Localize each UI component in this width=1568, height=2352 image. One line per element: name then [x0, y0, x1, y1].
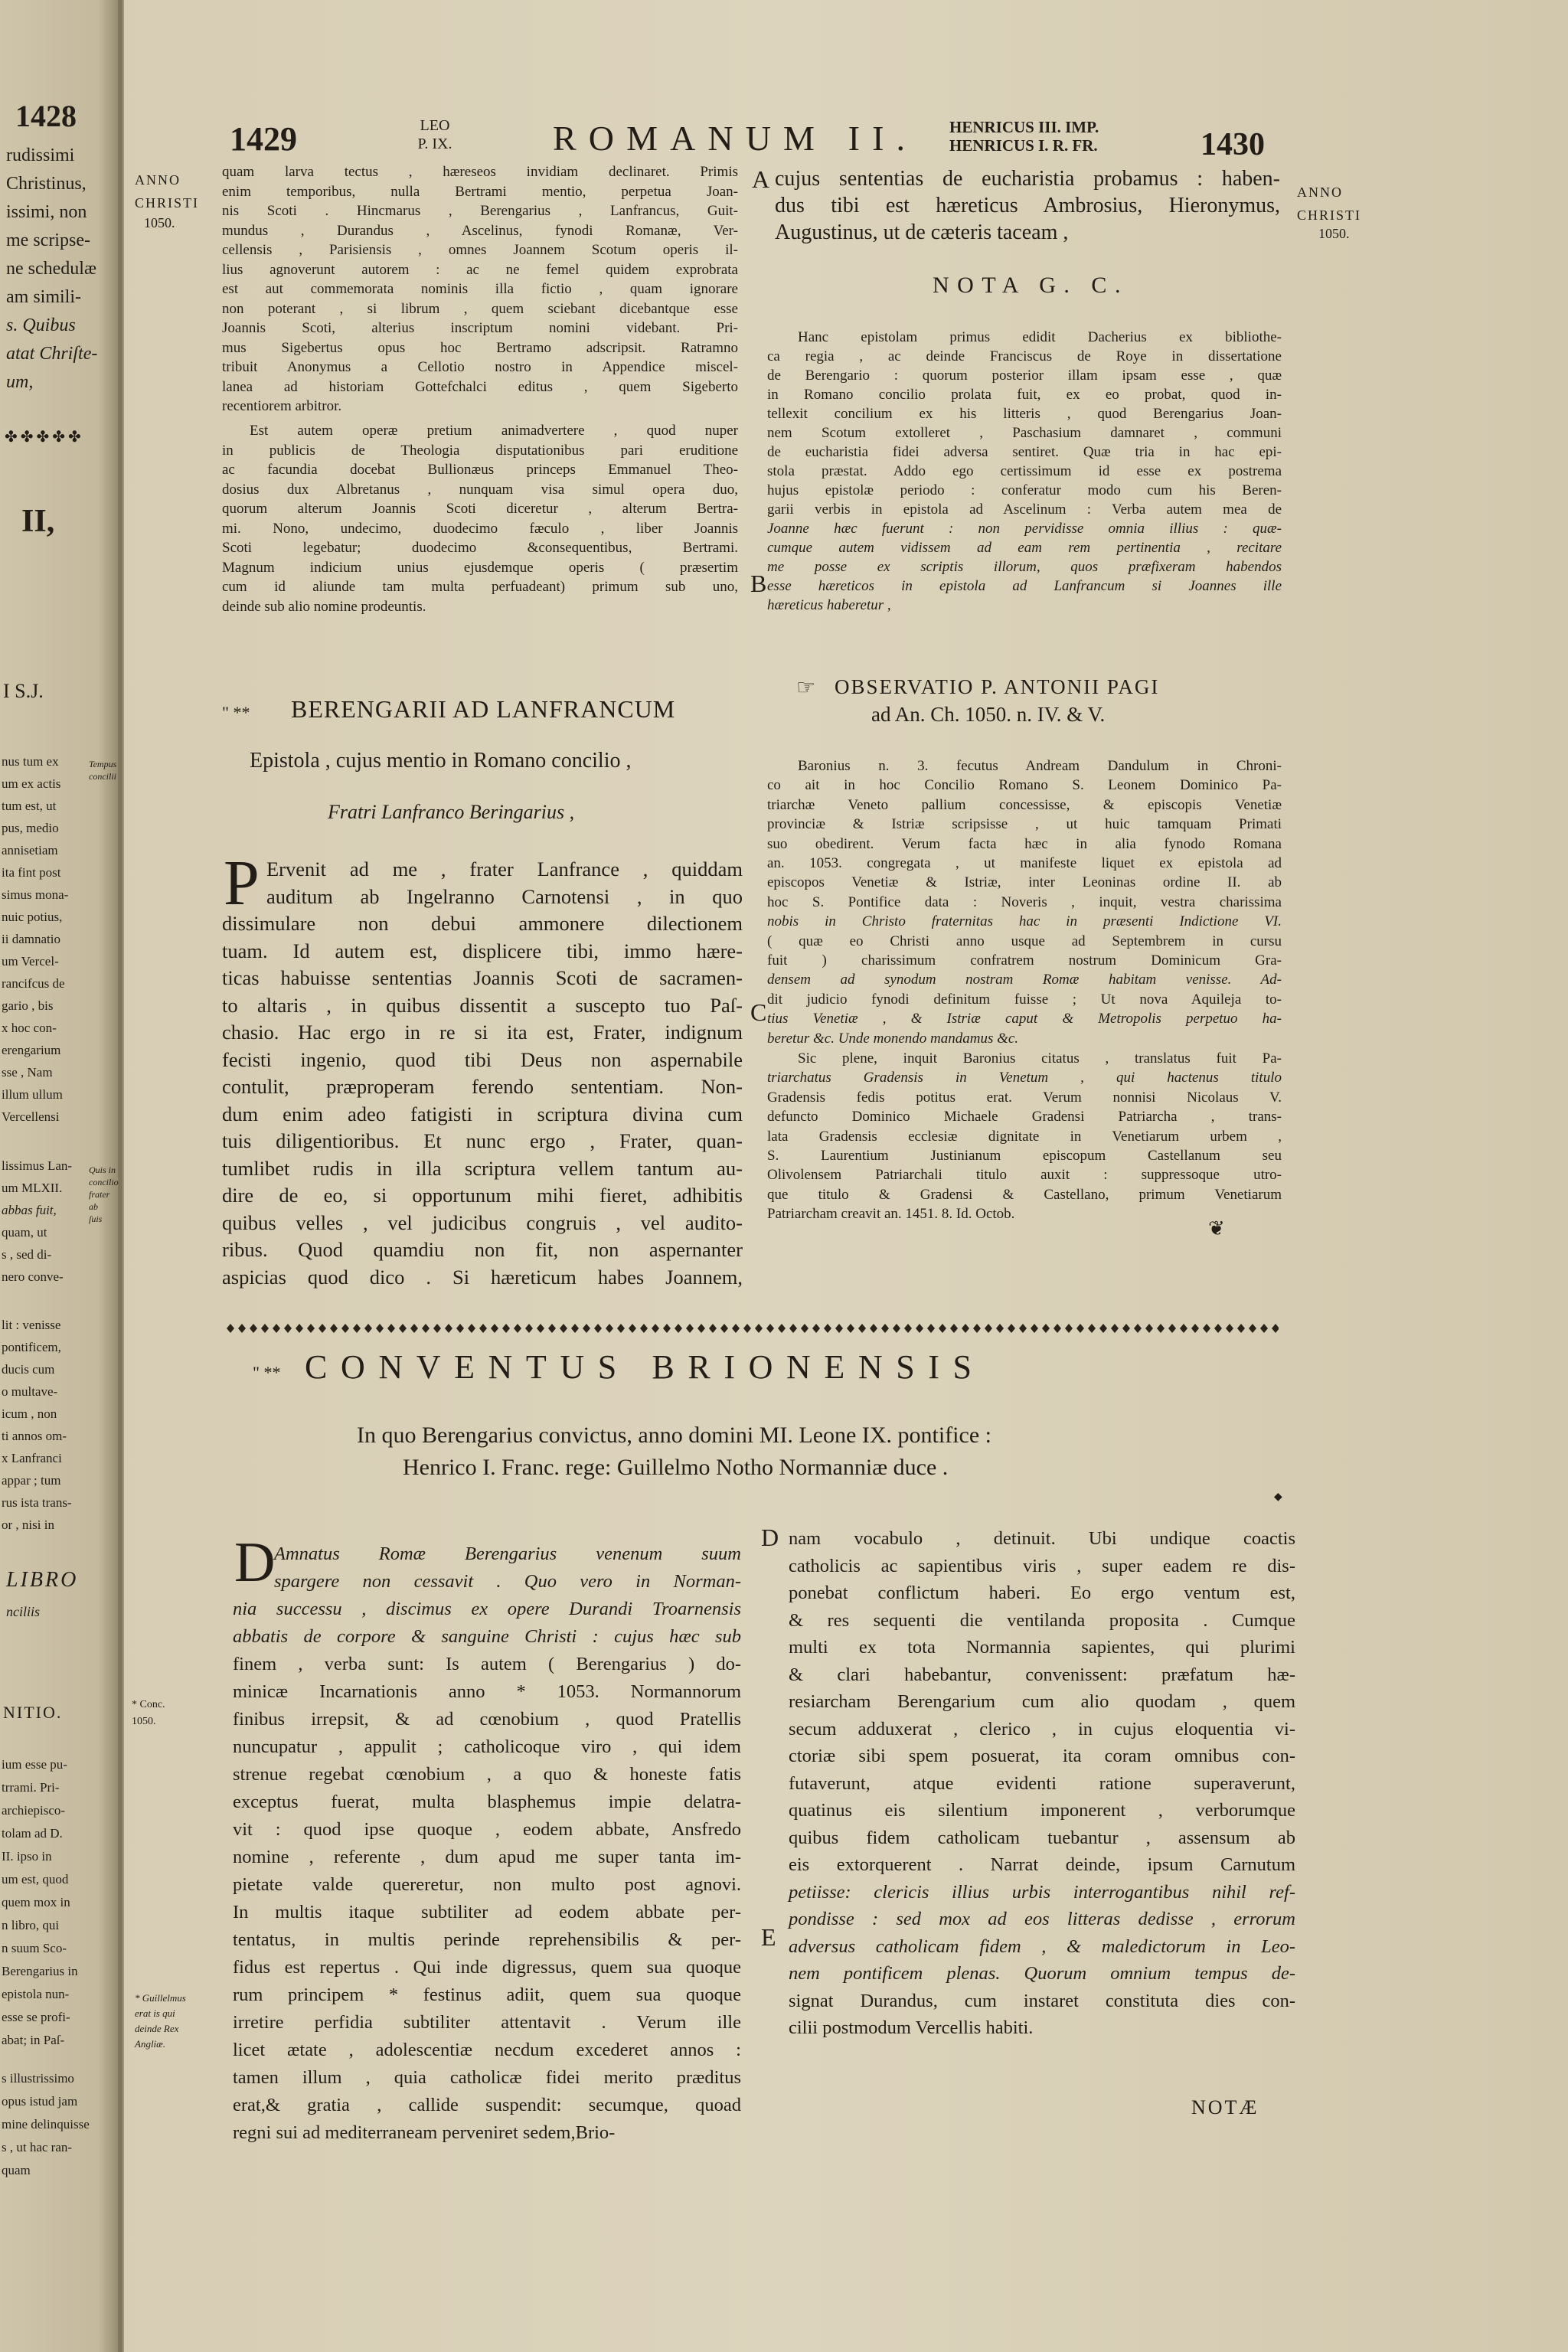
ornament-glyph [640, 1324, 648, 1333]
anno-year-left: 1050. [144, 215, 175, 230]
ornament-glyph [1088, 1324, 1096, 1333]
margin-note-guillelmus: * Guillelmus erat is qui deinde Rex Angliæ. [135, 1992, 186, 2050]
conventus-marker: " ** [253, 1363, 281, 1382]
ornament-left: ✤✤✤✤✤ [5, 427, 84, 446]
ornament-glyph [422, 1324, 430, 1333]
nota-body: Hanc epistolam primus edidit Dacherius ex bibliothe- ca regia , ac deinde Franciscus de Roye in dissertatione de Berengario : quorum posterior illam ipsam esse , quæ in Romano concilio prolata fuit, ex eo probat, quod in- tellexit concilium ex his litteris , quod Berengarius Joan- nem Scotum extolleret , Paschasium damnaret , communi de eucharistia fidei adversa sentiret. Quæ tria in hac epi- stola præstat. Addo ego certissimum id esse ex postrema hujus epistolæ periodo : conferatur modo cum his Beren- garii verbis in epistola ad Ascelinum : Verba autem mea de Joanne hæc fuerunt : non pervidisse omnia illius : quæ- cumque autem vidissem ad eam rem pertinentia , recitare me posse ex scriptis illorum, quos præfixeram habendos esse hæreticos in epistola ad Lanfrancum si Joannes ille hæreticus haberetur , [767, 329, 1282, 613]
ornament-glyph [824, 1324, 831, 1333]
left-sj: I S.J. [3, 680, 44, 702]
conventus-heading: CONVENTUS BRIONENSIS [305, 1348, 985, 1386]
left-fragment-top: rudissimi Christinus, issimi, non me scripse- ne schedulæ am simili- s. Quibus atat Chriſte- um, [6, 145, 98, 392]
ornament-glyph [479, 1324, 487, 1333]
emperor-line1: HENRICUS III. IMP. [949, 118, 1099, 136]
anno-year-right: 1050. [1318, 226, 1350, 241]
ornament-glyph [284, 1324, 292, 1333]
ornament-glyph [858, 1324, 866, 1333]
ornament-glyph [950, 1324, 958, 1333]
ornament-glyph [525, 1324, 533, 1333]
ornament-glyph [318, 1324, 326, 1333]
ornament-glyph [560, 1324, 567, 1333]
ornament-glyph [353, 1324, 361, 1333]
ornament-glyph [456, 1324, 464, 1333]
margin-letter-b: B [750, 570, 767, 597]
ornament-glyph [893, 1324, 900, 1333]
page-number-left: 1429 [230, 120, 297, 158]
ornament-glyph [1237, 1324, 1245, 1333]
ornament-glyph [491, 1324, 498, 1333]
ornament-glyph [789, 1324, 797, 1333]
left-fragment-mid: nus tum ex um ex actis tum est, ut pus, medio annisetiam ita fint post simus mona- nuic potius, ii damnatio um Vercel- rancifcus de gario , bis x hoc con- erengarium sse , Nam illum ullum Vercellensi [2, 754, 69, 1124]
sic-plene-body: Sic plene, inquit Baronius citatus , translatus fuit Pa- triarchatus Gradensis in Venetum , qui hactenus titulo Gradensis fedis potitus erat. Verum nonnisi Nicolaus V. defuncto Dominico Michaele Gradensi Patriarcha , trans- lata Gradensis ecclesiæ dignitate in Venetiarum urbem , S. Laurentium Justinianum episcopum Castellanum seu Olivolensem Patriarchali titulo auxit : suppressoque utro- que titulo & Gradensi & Castellano, primum Venetiarum Patriarcham creavit an. 1451. 8. Id. Octob. [767, 1050, 1282, 1223]
ornament-glyph [1099, 1324, 1107, 1333]
ornament-glyph [583, 1324, 590, 1333]
observatio-line2: ad An. Ch. 1050. n. IV. & V. [871, 703, 1106, 726]
left-conciliis: nciliis [6, 1604, 40, 1619]
ornament-glyph [675, 1324, 682, 1333]
conventus-sub2: Henrico I. Franc. rege: Guillelmo Notho Normanniæ duce . [403, 1455, 949, 1480]
ornament-rule [222, 1317, 1279, 1340]
epistola-salutation: Fratri Lanfranco Beringarius , [328, 801, 575, 823]
ornament-glyph [514, 1324, 521, 1333]
ornament-glyph [709, 1324, 717, 1333]
ornament-glyph [1272, 1324, 1279, 1333]
ornament-glyph [1031, 1324, 1038, 1333]
ornament-glyph [985, 1324, 992, 1333]
pope-header: LEO P. IX. [417, 117, 452, 152]
anno-label-right: ANNO CHRISTI [1297, 185, 1362, 223]
ornament-glyph [801, 1324, 808, 1333]
ornament-dot: ◆ [1274, 1491, 1282, 1503]
margin-letter-d: D [761, 1524, 779, 1551]
ornament-glyph [617, 1324, 625, 1333]
notae-catchword: NOTÆ [1191, 2096, 1259, 2118]
col1-text-top: quam larva tectus , hæreseos invidiam declinaret. Primis enim temporibus, nulla Bertrami mentio, perpetua Joan- nis Scoti . Hincmarus , Berengarius , Lanfrancus, Guit- mundus , Durandus , Ascelinus, fynodi Romanæ, Ver- cellensis , Parisiensis , omnes Joannem Scotum operis il- lius agnoverunt autorem : ac ne femel quidem exprobrata est aut commemorata nominis illa fictio , quam ignorare non poterant , si librum , quem sciebant dicebantque esse Joannis Scoti, alterius inscriptum nomini videbant. Pri- mus Sigebertus opus hoc Bertramo adscripsit. Ratramno tribuit Anonymus a Cellotio nostro in Appendice miscel- lanea ad historiam Gottefchalci editus , quem Sigeberto recentiorem arbitror. [222, 164, 738, 414]
ornament-glyph [939, 1324, 946, 1333]
ornament-glyph [1042, 1324, 1050, 1333]
ornament-glyph [273, 1324, 280, 1333]
left-section-mark: II, [21, 504, 55, 539]
ornament-glyph [652, 1324, 659, 1333]
ornament-glyph [686, 1324, 694, 1333]
ornament-glyph [996, 1324, 1004, 1333]
ornament-glyph [261, 1324, 269, 1333]
conventus-body-left: Amnatus Romæ Berengarius venenum suum spargere non cessavit . Quo vero in Norman- nia successu , discimus ex opere Durandi Troarnensis abbatis de corpore & sanguine Christi : cujus hæc sub finem , verba sunt: Is autem ( Berengarius ) do- minicæ Incarnationis anno * 1053. Normannorum finibus irrepsit, & ad cœnobium , quod Pratellis nuncupatur , appulit ; catholicoque viro , qui idem strenue regebat cœnobium , a quo & honeste fatis exceptus fuerat, multa blasphemus impie delatra- vit : quod ipse quoque , eodem abbate, Ansfredo nomine , referente , dum apud me super tanta im- pietate valde quereretur, non multo post agnovi. In multis itaque subtiliter ad eodem abbate per- tentatus, in multis perinde reprehensibilis & per- fidus est repertus . Qui inde digressus, quem sua quoque rum principem * festinus adiit, quem sua quoque irretire perfidia subtiliter attentavit . Verum ille licet ætate , adolescentiæ necdum excederet annos : tamen illum , quia catholicæ fidei merito præditus erat,& gratia , callide suspendit: secumque, quoad regni sui ad mediterraneam perveniret sedem,Brio- [233, 1544, 741, 2143]
ornament-glyph [927, 1324, 935, 1333]
ornament-glyph [548, 1324, 556, 1333]
ornament-glyph [766, 1324, 774, 1333]
margin-note-conc: * Conc. 1050. [132, 1699, 165, 1727]
ornament-glyph [904, 1324, 912, 1333]
ornament-glyph [1249, 1324, 1256, 1333]
ornament-glyph [1076, 1324, 1084, 1333]
ornament-glyph [1180, 1324, 1187, 1333]
ornament-glyph [341, 1324, 349, 1333]
ornament-glyph [1226, 1324, 1233, 1333]
ornament-glyph [732, 1324, 740, 1333]
ornament-glyph [1191, 1324, 1199, 1333]
ornament-glyph [755, 1324, 763, 1333]
ornament-glyph [227, 1324, 234, 1333]
emperor-line2: HENRICUS I. R. FR. [949, 136, 1098, 155]
ornament-glyph [606, 1324, 613, 1333]
ornament-glyph [812, 1324, 820, 1333]
ornament-glyph [468, 1324, 475, 1333]
ornament-glyph [399, 1324, 407, 1333]
epistola-heading: BERENGARII AD LANFRANCUM [291, 695, 676, 723]
ornament-glyph [663, 1324, 671, 1333]
page-title: ROMANUM II. [553, 119, 918, 158]
ornament-glyph [376, 1324, 384, 1333]
ornament-glyph [973, 1324, 981, 1333]
col1-text-top2: Est autem operæ pretium animadvertere , quod nuper in publicis de Theologia disputationibus pari eruditione ac facundia docebat Bullionæus princeps Emmanuel Theo- dosius dux Albretanus , nunquam visa simul opera duo, quorum alterum Joannis Scoti diceretur , alterum Bertra- mi. Nono, undecimo, duodecimo fæculo , liber Joannis Scoti legebatur; duodecimo &consequentibus, Bertrami. Magnum indicium unius ejusdemque operis ( præsertim cum id aliunde tam multa perfuadeant) primum sub uno, deinde sub alio nomine prodeuntis. [222, 423, 738, 615]
left-fragment-mid2: lissimus Lan- um MLXII. abbas fuit, quam, ut s , sed di- nero conve- [2, 1158, 73, 1284]
ornament-glyph [720, 1324, 728, 1333]
ornament-glyph [238, 1324, 246, 1333]
left-libro: LIBRO [6, 1568, 79, 1592]
left-fragment-low: ium esse pu- trrami. Pri- archiepisco- tolam ad D. II. ipso in um est, quod quem mox in n libro, qui n suum Sco- Berengarius in epistola nun- esse se profi- abat; in Paſ- [2, 1757, 78, 2047]
ornament-glyph [778, 1324, 786, 1333]
ornament-glyph [1111, 1324, 1119, 1333]
ornament-glyph [502, 1324, 510, 1333]
ornament-glyph [870, 1324, 877, 1333]
ornament-glyph [571, 1324, 579, 1333]
ornament-glyph [629, 1324, 636, 1333]
ornament-glyph [296, 1324, 303, 1333]
end-flourish-icon: ❦ [1208, 1217, 1225, 1240]
ornament-glyph [1145, 1324, 1153, 1333]
left-fragment-bottom: s illustrissimo opus istud jam mine delinquisse s , ut hac ran- quam [2, 2071, 90, 2177]
ornament-glyph [1008, 1324, 1015, 1333]
anno-label-left: ANNO CHRISTI [135, 172, 200, 211]
ornament-glyph [697, 1324, 705, 1333]
ornament-glyph [1214, 1324, 1222, 1333]
col2-text-top: cujus sententias de eucharistia probamus : haben- dus tibi est hæreticus Ambrosius, Hieronymus, Augustinus, ut de cæteris taceam , [775, 167, 1280, 244]
ornament-glyph [1157, 1324, 1165, 1333]
ornament-glyph [1122, 1324, 1130, 1333]
ornament-glyph [1134, 1324, 1142, 1333]
ornament-glyph [250, 1324, 257, 1333]
ornament-glyph [847, 1324, 854, 1333]
margin-letter-e: E [761, 1923, 776, 1951]
margin-letter-c: C [750, 998, 767, 1026]
ornament-glyph [1203, 1324, 1210, 1333]
ornament-glyph [743, 1324, 751, 1333]
epistola-body: Ervenit ad me , frater Lanfrance , quiddam auditum ab Ingelranno Carnotensi , in quo dissimulare non debui ammonere dilectionem tuam. Id autem est, displicere tibi, immo hære- ticas habuisse sententias Joannis Scoti de sacramen- to altaris , in quibus dissentit a suscepto tuo Paſ- chasio. Hac ergo in re si ita est, Frater, indignum fecisti ingenio, quod tibi Deus non aspernabile contulit, præproperam ferendo sententiam. Non- dum enim adeo fatigisti in scriptura divina cum tuis diligentioribus. Et nunc ergo , Frater, quan- tumlibet rudis in illa scriptura vellem tantum au- dire de eo, si opportunum mihi fieret, adhibitis quibus velles , vel judicibus congruis , vel audito- ribus. Quod quamdiu non fit, non aspernanter aspicias quod dico . Si hæreticum habes Joannem, [222, 858, 743, 1289]
left-initio: NITIO. [3, 1703, 63, 1722]
ornament-glyph [433, 1324, 441, 1333]
conventus-dropcap: D [234, 1531, 276, 1594]
ornament-glyph [1168, 1324, 1176, 1333]
ornament-glyph [881, 1324, 889, 1333]
margin-letter-a: A [752, 165, 770, 193]
conventus-body-right: nam vocabulo , detinuit. Ubi undique coactis catholicis ac sapientibus viris , super eadem re dis- ponebat conflictum haberi. Eo ergo ventum est, & res sequenti die ventilanda proposita . Cumque multi ex tota Normannia sapientes, qui plurimi & clari habebantur, convenissent: præfatum hæ- resiarcham Berengarium cum alio quodam , quem secum adduxerat , clerico , in cujus eloquentia vi- ctoriæ sibi spem posuerat, ita coram omnibus con- futaverunt, atque evidenti ratione superaverunt, quatinus eis silentium imponerent , verborumque quibus fidem catholicam tuebantur , assensum ab eis extorquerent . Narrat deinde, ipsum Carnutum petiisse: clericis illius urbis interrogantibus nihil ref- pondisse : sed mox ad eos litteras dedisse , errorum adversus catholicam fidem , & maledictorum in Leo- nem pontificem plenas. Quorum omnium tempus de- signat Durandus, cum instaret constituta dies con- cilii postmodum Vercellis habiti. [789, 1528, 1295, 2038]
pointing-hand-icon: ☞ [796, 675, 816, 700]
ornament-glyph [387, 1324, 395, 1333]
ornament-glyph [330, 1324, 338, 1333]
ornament-glyph [537, 1324, 544, 1333]
ornament-glyph [307, 1324, 315, 1333]
epistola-subtitle: Epistola , cujus mentio in Romano concilio , [250, 749, 632, 773]
left-page-number: 1428 [15, 99, 77, 133]
ornament-glyph [1065, 1324, 1073, 1333]
epistola-dropcap: P [224, 848, 260, 919]
ornament-glyph [1260, 1324, 1268, 1333]
ornament-glyph [364, 1324, 372, 1333]
ornament-glyph [835, 1324, 843, 1333]
epistola-marker: " ** [222, 703, 250, 722]
nota-heading: NOTA G. C. [933, 273, 1129, 298]
ornament-glyph [916, 1324, 923, 1333]
left-margin-note1: Tempus concilii [89, 759, 117, 782]
ornament-glyph [445, 1324, 452, 1333]
ornament-glyph [1019, 1324, 1027, 1333]
left-fragment-mid3: lit : venisse pontificem, ducis cum o multave- icum , non ti annos om- x Lanfranci appar ; tum rus ista trans- or , nisi in [2, 1318, 72, 1532]
ornament-glyph [1054, 1324, 1061, 1333]
ornament-glyph [410, 1324, 418, 1333]
left-margin-note2: Quis in concilio frater ab ſuis [89, 1165, 119, 1224]
ornament-glyph [594, 1324, 602, 1333]
ornament-glyph [962, 1324, 969, 1333]
page-number-right: 1430 [1200, 127, 1265, 162]
observatio-body: Baronius n. 3. fecutus Andream Dandulum in Chroni- co ait in hoc Concilio Romano S. Leonem Dominico Pa- triarchæ Veneto pallium concessisse, & episcopis Venetiæ provinciæ & Istriæ scripsisse , ut huic tamquam Primati suo obedirent. Verum facta hæc in alia fynodo Romana an. 1053. congregata , ut manifeste liquet ex epistola ad episcopos Venetiæ & Istriæ, inter Leoninas ordine II. ab hoc S. Pontifice data : Noveris , inquit, vestra charissima nobis in Christo fraternitas hac in præsenti Indictione VI. ( quæ eo Christi anno usque ad Septembrem in cursu fuit ) charissimum confratrem nostrum Dominicum Gra- densem ad synodum nostram Romæ habitam venisse. Ad- dit judicio fynodi definitum fuisse ; Ut nova Aquileja to- tius Venetiæ , & Istriæ caput & Metropolis perpetuo ha- beretur &c. Unde monendo mandamus &c. [767, 758, 1282, 1047]
conventus-sub1: In quo Berengarius convictus, anno domini MI. Leone IX. pontifice : [357, 1423, 991, 1448]
observatio-line1: OBSERVATIO P. ANTONII PAGI [835, 675, 1160, 698]
